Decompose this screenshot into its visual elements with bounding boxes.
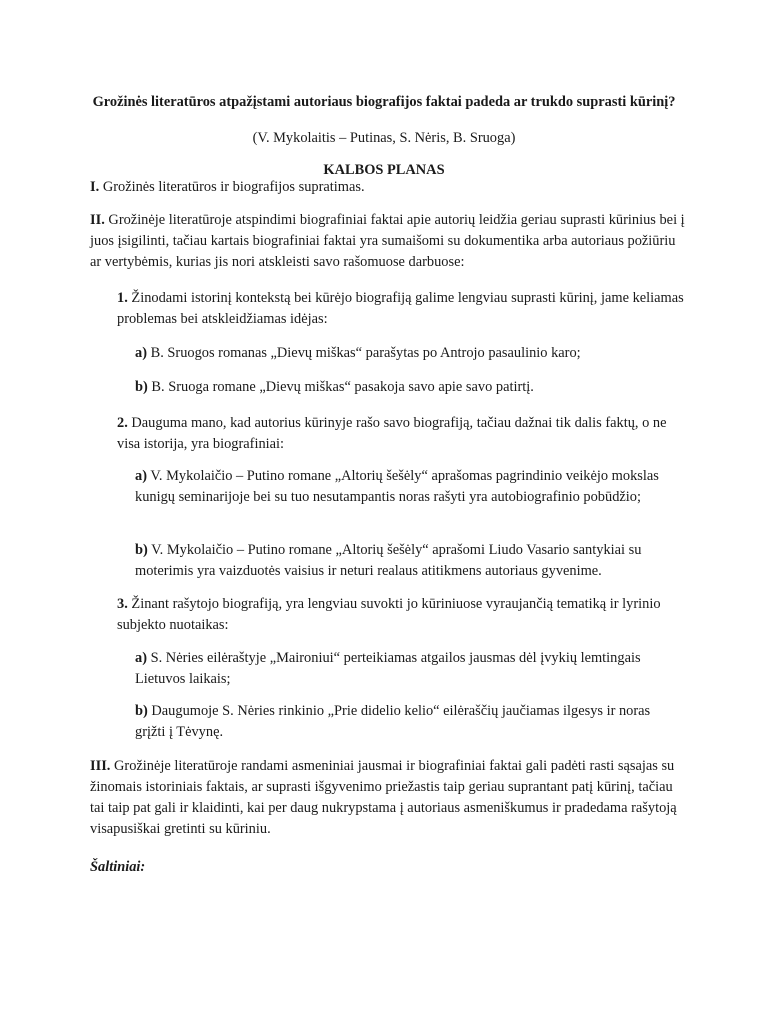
section-3 (90, 756, 685, 840)
subpoint-2a (135, 466, 680, 508)
subpoint-text: Daugumoje S. Nėries rinkinio „Prie didelio kelio“ eilėraščių jaučiamas ilgesys ir noras grįžti į Tėvynę. (135, 703, 651, 740)
point-number: 3. (117, 596, 128, 612)
subpoint-letter: a) (135, 468, 147, 484)
section-2 (90, 210, 685, 273)
point-2 (117, 413, 685, 455)
subpoint-text: B. Sruogos romanas „Dievų miškas“ parašytas po Antrojo pasaulinio karo; (150, 345, 581, 361)
section-text: Grožinėje literatūroje atspindimi biografiniai faktai apie autorių leidžia geriau suprasti kūrinius bei į juos įsigilinti, tačiau kartais biografiniai faktai yra sumaišomi su dokumentika arba autoriaus požiūriu ar vertybėmis, kurias jis nori atskleisti savo rašomuose darbuose: (90, 212, 685, 270)
point-text: Dauguma mano, kad autorius kūrinyje rašo savo biografiją, tačiau dažnai tik dalis faktų, o ne visa istorija, yra biografiniai: (117, 415, 667, 452)
point-1 (117, 288, 685, 330)
subpoint-text: S. Nėries eilėraštyje „Maironiui“ perteikiamas atgailos jausmas dėl įvykių lemtingais Lietuvos laikais; (135, 650, 641, 687)
subpoint-letter: a) (135, 650, 147, 666)
point-text: Žinodami istorinį kontekstą bei kūrėjo biografiją galime lengviau suprasti kūrinį, jame keliamas problemas bei atskleidžiamas idėjas: (117, 290, 684, 327)
subpoint-2b (135, 540, 680, 582)
plan-heading: KALBOS PLANAS (323, 162, 445, 178)
sources-label: Šaltiniai: (90, 859, 146, 875)
section-number: II. (90, 212, 105, 228)
section-number: I. (90, 179, 100, 195)
section-number: III. (90, 758, 111, 774)
subpoint-letter: a) (135, 345, 147, 361)
subpoint-3b (135, 701, 680, 743)
subpoint-1b (135, 377, 680, 398)
subpoint-letter: b) (135, 703, 148, 719)
subpoint-3a (135, 648, 680, 690)
section-1 (90, 177, 685, 198)
subpoint-1a (135, 343, 680, 364)
document-title: Grožinės literatūros atpažįstami autoriaus biografijos faktai padeda ar trukdo suprasti kūrinį? (92, 94, 676, 110)
document-subtitle: (V. Mykolaitis – Putinas, S. Nėris, B. Sruoga) (252, 130, 516, 146)
point-number: 1. (117, 290, 128, 306)
section-text: Grožinėje literatūroje randami asmeniniai jausmai ir biografiniai faktai gali padėti rasti sąsajas su žinomais istoriniais faktais, ar suprasti išgyvenimo priežastis taip geriau suprantant patį kūrinį, tačiau tai taip pat gali ir klaidinti, kai per daug nukrypstama į autoriaus asmeniškumus ir pradedama rašytoją visapusiškai gretinti su kūriniu. (90, 758, 677, 837)
section-text: Grožinės literatūros ir biografijos supratimas. (102, 179, 365, 195)
subpoint-text: V. Mykolaičio – Putino romane „Altorių šešėly“ aprašomi Liudo Vasario santykiai su moterimis yra vaizduotės vaisius ir neturi realaus atitikmens autoriaus gyvenime. (135, 542, 642, 579)
point-text: Žinant rašytojo biografiją, yra lengviau suvokti jo kūriniuose vyraujančią tematiką ir lyrinio subjekto nuotaikas: (117, 596, 661, 633)
subpoint-letter: b) (135, 379, 148, 395)
point-3 (117, 594, 685, 636)
point-number: 2. (117, 415, 128, 431)
subpoint-text: V. Mykolaičio – Putino romane „Altorių šešėly“ aprašomas pagrindinio veikėjo mokslas kunigų seminarijoje bei su tuo nesutampantis noras rašyti yra autobiografinio pobūdžio; (135, 468, 659, 505)
subpoint-letter: b) (135, 542, 148, 558)
subpoint-text: B. Sruoga romane „Dievų miškas“ pasakoja savo apie savo patirtį. (151, 379, 534, 395)
